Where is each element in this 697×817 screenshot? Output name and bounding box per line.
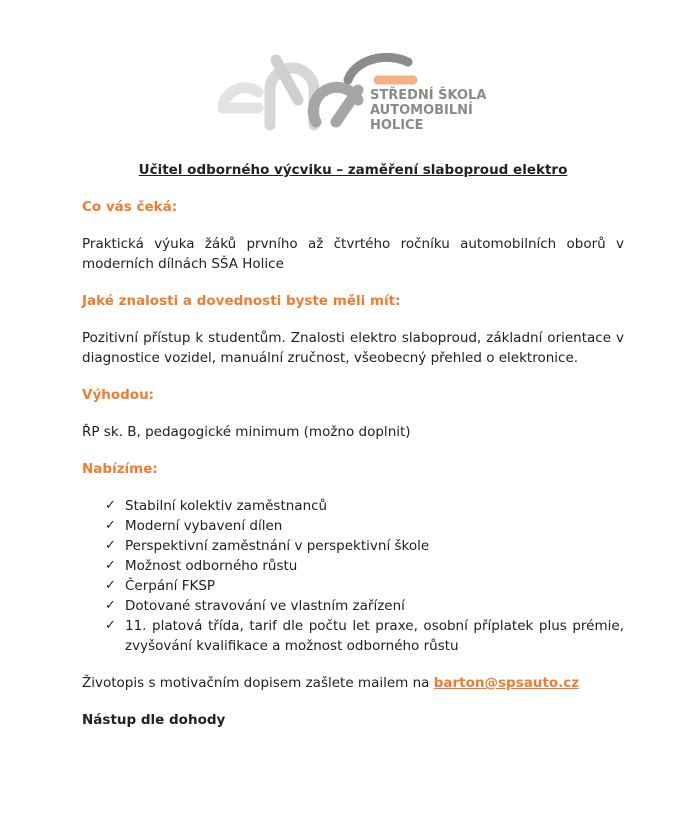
what-awaits-text: Praktická výuka žáků prvního až čtvrtého ročníku automobilních oborů v moderních dílnách SŠA Holice xyxy=(82,236,624,272)
offer-list xyxy=(82,496,624,656)
check-icon: ✓ xyxy=(105,518,116,533)
offer-heading: Nabízíme: xyxy=(82,461,158,477)
start-text: Nástup dle dohody xyxy=(82,712,226,728)
school-logo xyxy=(218,50,508,135)
logo-text xyxy=(370,88,486,133)
advantage-heading: Výhodou: xyxy=(82,387,155,403)
check-icon: ✓ xyxy=(105,498,116,513)
job-posting xyxy=(82,160,624,730)
list-item: ✓ Perspektivní zaměstnání v perspektivní škole xyxy=(105,538,430,554)
logo-line-3: HOLICE xyxy=(370,118,424,133)
job-title: Učitel odborného výcviku – zaměření slaboproud elektro xyxy=(138,162,568,178)
check-icon: ✓ xyxy=(105,538,116,553)
check-icon: ✓ xyxy=(105,618,116,633)
skills-text: Pozitivní přístup k studentům. Znalosti elektro slaboproud, základní orientace v diagnostice vozidel, manuální zručnost, všeobecný přehled o elektronice. xyxy=(82,330,624,366)
list-item: ✓ 11. platová třída, tarif dle počtu let praxe, osobní příplatek plus prémie, zvyšování kvalifikace a možnost odborného růstu xyxy=(105,618,624,654)
check-icon: ✓ xyxy=(105,558,116,573)
check-icon: ✓ xyxy=(105,598,116,613)
logo-line-2: AUTOMOBILNÍ xyxy=(370,103,473,118)
list-item: ✓ Možnost odborného růstu xyxy=(105,558,298,574)
check-icon: ✓ xyxy=(105,578,116,593)
advantage-text: ŘP sk. B, pedagogické minimum (možno doplnit) xyxy=(82,424,411,440)
list-item: ✓ Dotované stravování ve vlastním zařízení xyxy=(105,598,405,614)
list-item: ✓ Moderní vybavení dílen xyxy=(105,518,283,534)
skills-heading: Jaké znalosti a dovednosti byste měli mít: xyxy=(82,293,401,309)
list-item: ✓ Čerpání FKSP xyxy=(105,578,216,594)
cv-text: Životopis s motivačním dopisem zašlete mailem na xyxy=(82,675,434,691)
list-item: ✓ Stabilní kolektiv zaměstnanců xyxy=(105,498,328,514)
logo-line-1: STŘEDNÍ ŠKOLA xyxy=(370,88,487,103)
cv-paragraph xyxy=(82,673,624,693)
what-awaits-heading: Co vás čeká: xyxy=(82,199,178,215)
email-link[interactable]: barton@spsauto.cz xyxy=(433,675,580,691)
